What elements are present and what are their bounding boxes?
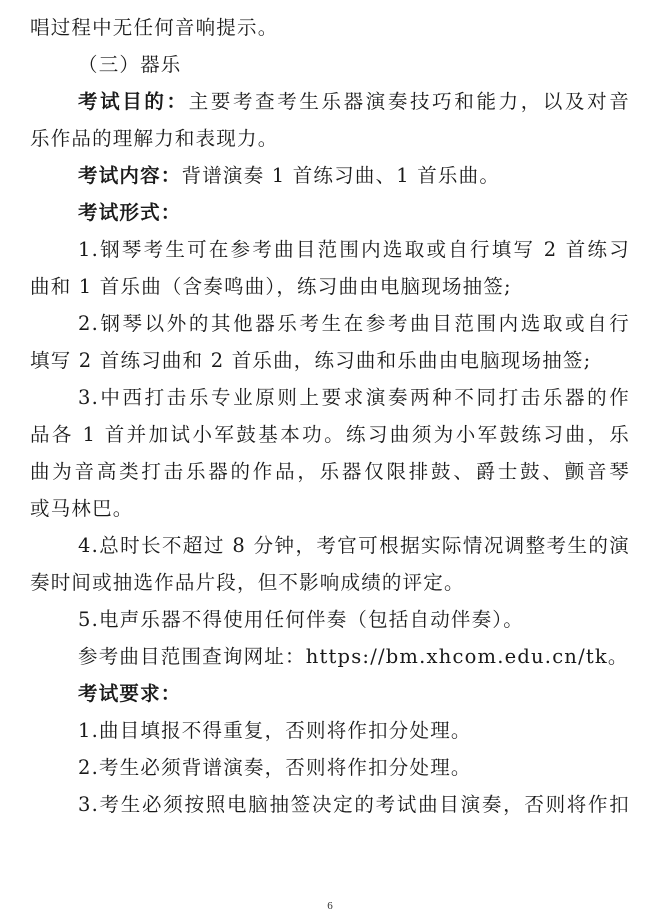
paragraph-line [30, 157, 630, 194]
field-label: 考试内容： [78, 164, 182, 187]
paragraph-line: 1.曲目填报不得重复，否则将作扣分处理。 [78, 719, 472, 742]
paragraph-line: 5.电声乐器不得使用任何伴奏（包括自动伴奏）。 [78, 608, 524, 631]
field-label: 考试形式： [78, 201, 182, 224]
paragraph-line: 乐作品的理解力和表现力。 [30, 127, 279, 150]
paragraph-line: 2.考生必须背谱演奏，否则将作扣分处理。 [78, 756, 472, 779]
paragraph-line: 曲为音高类打击乐器的作品，乐器仅限排鼓、爵士鼓、颤音琴 [30, 460, 630, 483]
paragraph-line: 曲和 1 首乐曲（含奏鸣曲），练习曲由电脑现场抽签; [30, 275, 512, 298]
field-label: 考试目的： [78, 90, 189, 113]
paragraph-line: 奏时间或抽选作品片段，但不影响成绩的评定。 [30, 571, 465, 594]
field-value: 背谱演奏 1 首练习曲、1 首乐曲。 [181, 164, 501, 187]
paragraph-line [30, 83, 630, 120]
paragraph-line [30, 675, 630, 712]
paragraph-line: 3.考生必须按照电脑抽签决定的考试曲目演奏，否则将作扣 [78, 793, 630, 816]
paragraph-line: 品各 1 首并加试小军鼓基本功。练习曲须为小军鼓练习曲，乐 [30, 423, 630, 446]
paragraph-line: 唱过程中无任何音响提示。 [30, 16, 279, 39]
paragraph-line: 2.钢琴以外的其他器乐考生在参考曲目范围内选取或自行 [78, 312, 630, 335]
page-number: 6 [327, 900, 333, 912]
paragraph-line [30, 194, 630, 231]
field-label: 考试要求： [78, 682, 182, 705]
paragraph-line: 填写 2 首练习曲和 2 首乐曲，练习曲和乐曲由电脑现场抽签; [30, 349, 592, 372]
field-value: 主要考查考生乐器演奏技巧和能力，以及对音 [188, 90, 630, 113]
paragraph-line: 参考曲目范围查询网址：https://bm.xhcom.edu.cn/tk。 [78, 645, 629, 668]
section-heading: （三）器乐 [78, 53, 182, 76]
paragraph-line: 或马林巴。 [30, 497, 134, 520]
paragraph-line: 4.总时长不超过 8 分钟，考官可根据实际情况调整考生的演 [78, 534, 630, 557]
document-page [30, 9, 630, 823]
paragraph-line: 3.中西打击乐专业原则上要求演奏两种不同打击乐器的作 [78, 386, 630, 409]
paragraph-line: 1.钢琴考生可在参考曲目范围内选取或自行填写 2 首练习 [78, 238, 630, 261]
